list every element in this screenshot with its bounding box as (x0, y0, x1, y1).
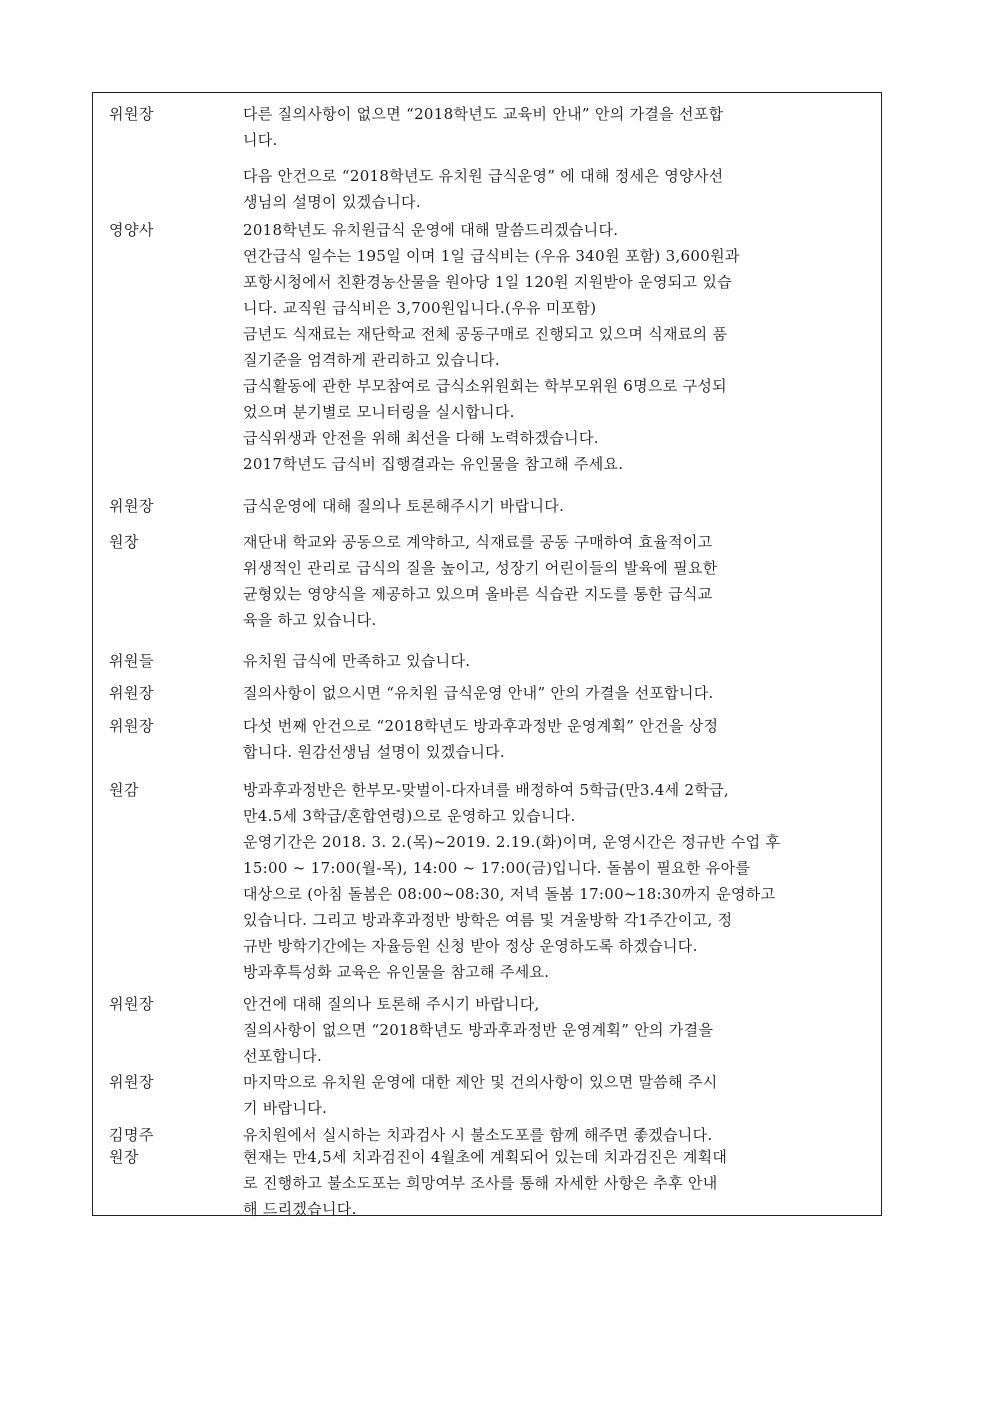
minutes-table (92, 92, 882, 1216)
text-line: 마지막으로 유치원 운영에 대한 제안 및 건의사항이 있으면 말씀해 주시 (243, 1073, 718, 1091)
text-line: 질의사항이 없으면 “2018학년도 방과후과정반 운영계획” 안의 가결을 (243, 1021, 714, 1039)
text-line: 다음 안건으로 “2018학년도 유치원 급식운영” 에 대해 정세은 영양사선 (243, 167, 724, 185)
entry-text (243, 101, 867, 153)
text-line: 포항시청에서 친환경농산물을 원아당 1일 120원 지원받아 운영되고 있습 (243, 273, 732, 291)
speaker-label: 위원장 (109, 995, 154, 1013)
speaker-label: 위원들 (109, 652, 154, 670)
text-line: 안건에 대해 질의나 토론해 주시기 바랍니다, (243, 995, 540, 1013)
entry-text (243, 713, 867, 765)
text-line: 연간급식 일수는 195일 이며 1일 급식비는 (우유 340원 포함) 3,600원과 (243, 247, 740, 265)
text-line: 합니다. 원감선생님 설명이 있겠습니다. (243, 743, 505, 761)
speaker-label: 원장 (109, 1148, 139, 1166)
text-line: 니다. (243, 131, 278, 149)
text-line: 다른 질의사항이 없으면 “2018학년도 교육비 안내” 안의 가결을 선포합 (243, 105, 724, 123)
text-line: 선포합니다. (243, 1047, 323, 1065)
speaker-label: 원감 (109, 781, 139, 799)
text-line: 육을 하고 있습니다. (243, 611, 377, 629)
text-line: 위생적인 관리로 급식의 질을 높이고, 성장기 어린이들의 발육에 필요한 (243, 559, 718, 577)
text-line: 만4.5세 3학급/혼합연령)으로 운영하고 있습니다. (243, 807, 576, 825)
text-line: 재단내 학교와 공동으로 계약하고, 식재료를 공동 구매하여 효율적이고 (243, 533, 713, 551)
entry-text (243, 493, 867, 519)
entry-text (243, 1144, 867, 1222)
speaker-label: 위원장 (109, 1073, 154, 1091)
text-line: 유치원 급식에 만족하고 있습니다. (243, 652, 471, 670)
entry-text (243, 648, 867, 674)
entry-text (243, 991, 867, 1069)
text-line: 현재는 만4,5세 치과검진이 4월초에 계획되어 있는데 치과검진은 계획대 (243, 1148, 728, 1166)
text-line: 로 진행하고 불소도포는 희망여부 조사를 통해 자세한 사항은 추후 안내 (243, 1174, 718, 1192)
speaker-label: 위원장 (109, 497, 154, 515)
text-line: 균형있는 영양식을 제공하고 있으며 올바른 식습관 지도를 통한 급식교 (243, 585, 713, 603)
text-line: 기 바랍니다. (243, 1099, 328, 1117)
text-line: 있습니다. 그리고 방과후과정반 방학은 여름 및 겨울방학 각1주간이고, 정 (243, 911, 733, 929)
text-line: 규반 방학기간에는 자율등원 신청 받아 정상 운영하도록 하겠습니다. (243, 937, 698, 955)
text-line: 다섯 번째 안건으로 “2018학년도 방과후과정반 운영계획” 안건을 상정 (243, 717, 719, 735)
text-line: 2018학년도 유치원급식 운영에 대해 말씀드리겠습니다. (243, 221, 619, 239)
text-line: 2017학년도 급식비 집행결과는 유인물을 참고해 주세요. (243, 455, 624, 473)
text-line: 운영기간은 2018. 3. 2.(목)~2019. 2.19.(화)이며, 운영시간은 정규반 수업 후 (243, 833, 781, 851)
text-line: 질기준을 엄격하게 관리하고 있습니다. (243, 351, 500, 369)
text-line: 대상으로 (아침 돌봄은 08:00~08:30, 저녁 돌봄 17:00~18:30까지 운영하고 (243, 885, 776, 903)
speaker-label: 김명주 (109, 1126, 154, 1144)
speaker-label: 위원장 (109, 684, 154, 702)
entry-text (243, 680, 867, 706)
text-line: 급식활동에 관한 부모참여로 급식소위원회는 학부모위원 6명으로 구성되 (243, 377, 727, 395)
text-line: 급식운영에 대해 질의나 토론해주시기 바랍니다. (243, 497, 565, 515)
entry-text (243, 1069, 867, 1121)
text-line: 급식위생과 안전을 위해 최선을 다해 노력하겠습니다. (243, 429, 599, 447)
text-line: 금년도 식재료는 재단학교 전체 공동구매로 진행되고 있으며 식재료의 품 (243, 325, 728, 343)
speaker-label: 영양사 (109, 221, 154, 239)
text-line: 방과후특성화 교육은 유인물을 참고해 주세요. (243, 963, 550, 981)
text-line: 생님의 설명이 있겠습니다. (243, 193, 421, 211)
speaker-label: 위원장 (109, 717, 154, 735)
entry-text (243, 777, 867, 985)
text-line: 니다. 교직원 급식비은 3,700원입니다.(우유 미포함) (243, 299, 597, 317)
text-line: 해 드리겠습니다. (243, 1200, 357, 1218)
text-line: 방과후과정반은 한부모-맞벌이-다자녀를 배정하여 5학급(만3.4세 2학급, (243, 781, 730, 799)
text-line: 15:00 ~ 17:00(월-목), 14:00 ~ 17:00(금)입니다. 돌봄이 필요한 유아를 (243, 859, 751, 877)
text-line: 질의사항이 없으시면 “유치원 급식운영 안내” 안의 가결을 선포합니다. (243, 684, 714, 702)
speaker-label: 원장 (109, 533, 139, 551)
text-line: 유치원에서 실시하는 치과검사 시 불소도포를 함께 해주면 좋겠습니다. (243, 1126, 713, 1144)
entry-text (243, 217, 867, 477)
text-line: 었으며 분기별로 모니터링을 실시합니다. (243, 403, 515, 421)
entry-text (243, 163, 867, 215)
speaker-label: 위원장 (109, 105, 154, 123)
entry-text (243, 529, 867, 633)
